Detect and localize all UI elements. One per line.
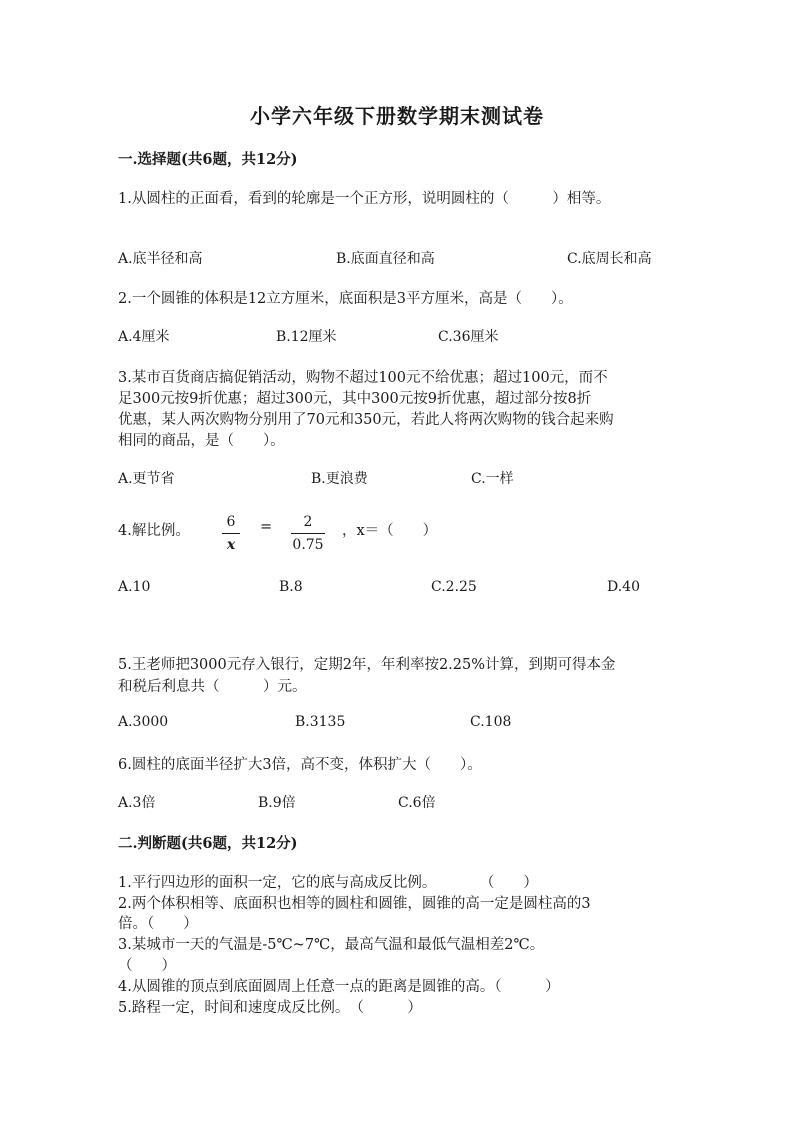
question-5-line-1: 5.王老师把3000元存入银行，定期2年，年利率按2.25%计算，到期可得本金 [118,657,616,673]
judgment-line-3: 倍。（ ） [118,916,198,932]
section-heading-choice: 一.选择题(共6题，共12分) [118,151,298,168]
page-title: 小学六年级下册数学期末测试卷 [250,104,544,128]
question-4-option-a: A.10 [118,579,151,595]
fraction-2-denominator: 0.75 [292,537,324,553]
fraction-bar [291,533,325,534]
question-3-option-b: B.更浪费 [311,471,368,487]
question-1-option-c: C.底周长和高 [567,251,652,267]
question-4-option-d: D.40 [607,579,640,595]
question-3-line-2: 足300元按9折优惠；超过300元，其中300元按9折优惠，超过部分按8折 [118,391,592,407]
judgment-line-5: （ ） [118,958,176,974]
question-4-suffix: ，x＝（ ） [342,523,438,539]
question-6-option-a: A.3倍 [118,795,156,811]
question-1-text: 1.从圆柱的正面看，看到的轮廓是一个正方形，说明圆柱的（ ）相等。 [118,191,611,207]
question-6-option-c: C.6倍 [398,795,436,811]
fraction-6-over-x [222,514,240,553]
judgment-line-2: 2.两个体积相等、底面积也相等的圆柱和圆锥，圆锥的高一定是圆柱高的3 [118,896,591,912]
section-heading-judgment: 二.判断题(共6题，共12分) [118,835,298,852]
question-1-option-b: B.底面直径和高 [336,251,435,267]
question-3-line-4: 相同的商品，是（ ）。 [118,433,285,449]
fraction-2-over-075 [291,514,325,553]
question-6-option-b: B.9倍 [258,795,296,811]
question-3-line-1: 3.某市百货商店搞促销活动，购物不超过100元不给优惠；超过100元，而不 [118,370,608,386]
question-2-option-a: A.4厘米 [118,329,170,345]
fraction-1-denominator: x [226,537,236,553]
question-4-option-b: B.8 [279,579,303,595]
question-3-line-3: 优惠，某人两次购物分别用了70元和350元，若此人将两次购物的钱合起来购 [118,412,614,428]
question-5-option-a: A.3000 [118,714,169,730]
fraction-1-numerator: 6 [226,514,236,530]
question-2-text: 2.一个圆锥的体积是12立方厘米，底面积是3平方厘米，高是（ ）。 [118,291,573,307]
equals-sign: = [260,519,273,535]
question-2-option-b: B.12厘米 [276,329,337,345]
question-5-line-2: 和税后利息共（ ）元。 [118,679,307,695]
question-4-prefix: 4.解比例。 [118,523,190,539]
judgment-line-6: 4.从圆锥的顶点到底面圆周上任意一点的距离是圆锥的高。（ ） [118,979,560,995]
judgment-line-7: 5.路程一定，时间和速度成反比例。 （ ） [118,1000,422,1016]
fraction-bar [222,533,240,534]
question-3-option-a: A.更节省 [118,471,175,487]
question-2-option-c: C.36厘米 [438,329,499,345]
judgment-line-4: 3.某城市一天的气温是-5℃~7℃，最高气温和最低气温相差2℃。 [118,937,545,953]
question-5-option-c: C.108 [470,714,512,730]
judgment-line-1: 1.平行四边形的面积一定，它的底与高成反比例。 （ ） [118,875,538,891]
fraction-2-numerator: 2 [303,514,313,530]
question-1-option-a: A.底半径和高 [118,251,203,267]
question-3-option-c: C.一样 [471,471,514,487]
question-6-text: 6.圆柱的底面半径扩大3倍，高不变，体积扩大（ ）。 [118,757,482,773]
question-4-option-c: C.2.25 [431,579,477,595]
question-5-option-b: B.3135 [295,714,346,730]
